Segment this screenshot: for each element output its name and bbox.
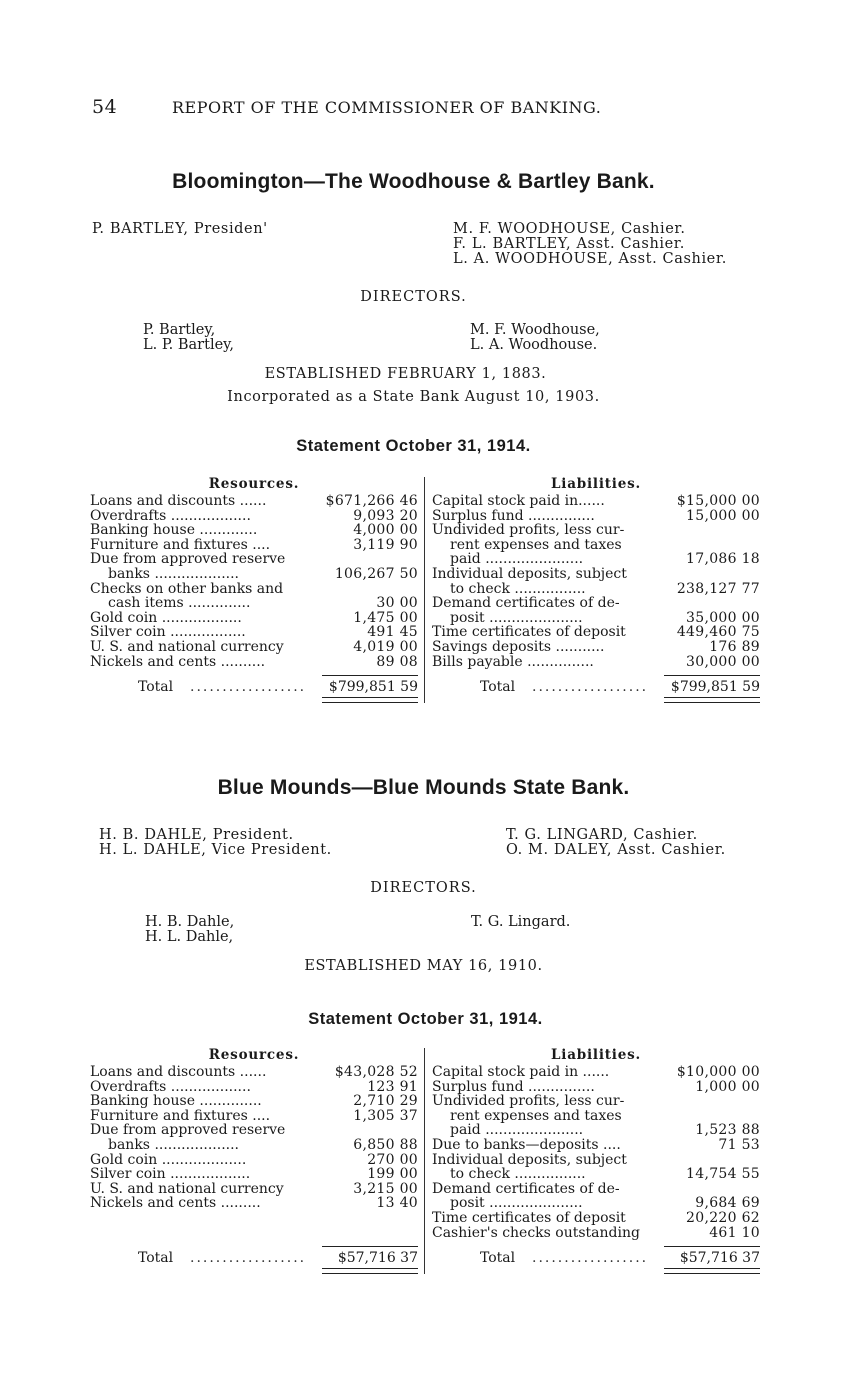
row-amount: 15,000 00	[686, 507, 760, 524]
row-amount: 491 45	[367, 624, 418, 641]
statement-row	[90, 1138, 418, 1153]
row-amount: 71 53	[718, 1136, 760, 1153]
liabilities-heading: Liabilities.	[550, 476, 642, 492]
statement-row	[90, 582, 418, 597]
row-label: Loans and discounts ......	[90, 1065, 267, 1080]
running-title: REPORT OF THE COMMISSIONER OF BANKING.	[172, 98, 602, 117]
statement-row	[432, 640, 760, 655]
row-amount: 14,754 55	[686, 1166, 760, 1183]
total-label: Total	[480, 679, 516, 696]
resources-list	[90, 494, 418, 669]
row-label: Undivided profits, less cur-	[432, 1094, 625, 1109]
officer-line: M. F. WOODHOUSE, Cashier.	[453, 221, 686, 237]
statement-row	[90, 655, 418, 670]
row-label: Cashier's checks outstanding	[432, 1225, 640, 1241]
row-label: Demand certificates of de-	[432, 596, 620, 611]
row-label: Nickels and cents .........	[90, 1196, 261, 1211]
row-label: Furniture and fixtures ....	[90, 537, 271, 553]
statement-row	[90, 596, 418, 611]
officers-right	[453, 222, 727, 267]
total-rule	[322, 1246, 418, 1247]
statement-row	[432, 1226, 760, 1241]
row-label: Surplus fund ...............	[432, 508, 595, 524]
statement-row	[432, 523, 760, 538]
statement-row	[90, 494, 418, 509]
row-label: Furniture and fixtures ....	[90, 1108, 271, 1124]
total-row	[90, 678, 418, 696]
row-label: banks ...................	[108, 1137, 239, 1153]
resources-total-block	[90, 1246, 418, 1276]
statement-row	[90, 538, 418, 553]
row-label: to check ................	[450, 581, 586, 597]
director-line: P. Bartley,	[143, 322, 216, 338]
statement-row	[90, 1065, 418, 1080]
row-label: cash items ..............	[108, 596, 251, 611]
row-amount: 3,215 00	[353, 1180, 418, 1197]
row-label: Checks on other banks and	[90, 581, 284, 597]
row-label: posit .....................	[450, 1196, 583, 1211]
row-amount: 238,127 77	[676, 580, 760, 597]
bank-title: Bloomington—The Woodhouse & Bartley Bank.	[172, 170, 655, 193]
director-line: L. P. Bartley,	[143, 337, 235, 353]
statement-row	[90, 640, 418, 655]
row-label: Individual deposits, subject	[432, 566, 627, 582]
row-amount: 2,710 29	[353, 1093, 418, 1110]
statement-row	[432, 655, 760, 670]
statement-row	[432, 1109, 760, 1124]
statement-title: Statement October 31, 1914.	[296, 437, 531, 455]
row-label: Time certificates of deposit	[432, 1210, 626, 1226]
statement-row	[90, 509, 418, 524]
row-amount: 20,220 62	[686, 1209, 760, 1226]
row-amount: 30 00	[376, 595, 418, 612]
row-label: posit .....................	[450, 610, 583, 626]
row-amount: 106,267 50	[334, 565, 418, 582]
officers-left	[99, 828, 332, 858]
statement-row	[432, 1123, 760, 1138]
resources-heading: Resources.	[208, 1047, 300, 1063]
row-label: rent expenses and taxes	[450, 1108, 622, 1124]
row-amount: 30,000 00	[686, 653, 760, 670]
total-amount: $57,716 37	[679, 1250, 760, 1267]
leader-dots: ..................	[532, 1250, 649, 1267]
liabilities-total-block	[432, 1246, 760, 1276]
row-amount: $15,000 00	[676, 493, 760, 509]
liabilities-column	[432, 1046, 760, 1276]
officer-line: F. L. BARTLEY, Asst. Cashier.	[453, 236, 685, 252]
row-amount: 123 91	[367, 1078, 418, 1095]
row-label: Undivided profits, less cur-	[432, 523, 625, 538]
leader-dots: ..................	[190, 1250, 307, 1267]
row-amount: 13 40	[376, 1195, 418, 1212]
total-rule	[664, 675, 760, 676]
statement-row	[90, 523, 418, 538]
resources-list	[90, 1065, 418, 1211]
officer-line: H. L. DAHLE, Vice President.	[99, 842, 332, 858]
statement-row	[432, 509, 760, 524]
row-label: Nickels and cents ..........	[90, 654, 266, 670]
statement-row	[90, 1094, 418, 1109]
row-amount: 176 89	[709, 638, 760, 655]
row-label: Silver coin ..................	[90, 1167, 251, 1182]
statement-row	[432, 1065, 760, 1080]
director-line: H. L. Dahle,	[145, 929, 234, 945]
row-label: U. S. and national currency	[90, 1181, 284, 1197]
row-label: rent expenses and taxes	[450, 537, 622, 553]
statement-row	[90, 625, 418, 640]
row-amount: 461 10	[709, 1224, 760, 1241]
double-rule	[322, 697, 418, 703]
statement-row	[432, 494, 760, 509]
directors-right	[471, 915, 570, 930]
row-amount: 4,000 00	[353, 522, 418, 539]
directors-left	[143, 323, 234, 353]
directors-heading: DIRECTORS.	[370, 880, 477, 896]
row-label: paid ......................	[450, 552, 584, 567]
row-label: Silver coin .................	[90, 625, 246, 640]
statement-row	[90, 567, 418, 582]
statement-row	[432, 1080, 760, 1095]
directors-right	[470, 323, 600, 353]
statement-row	[90, 1167, 418, 1182]
statement-row	[432, 1182, 760, 1197]
row-label: Due from approved reserve	[90, 1123, 286, 1138]
director-line: M. F. Woodhouse,	[470, 322, 600, 338]
liabilities-total-block	[432, 675, 760, 705]
statement-row	[432, 1196, 760, 1211]
total-amount: $799,851 59	[670, 679, 760, 696]
total-label: Total	[480, 1250, 516, 1267]
officers-right	[506, 828, 726, 858]
director-line: L. A. Woodhouse.	[470, 337, 598, 353]
row-label: Banking house .............	[90, 523, 258, 538]
director-line: H. B. Dahle,	[145, 914, 235, 930]
row-label: Savings deposits ...........	[432, 639, 605, 655]
statement-row	[90, 1109, 418, 1124]
total-row	[432, 1249, 760, 1267]
row-label: banks ...................	[108, 566, 239, 582]
officer-line: P. BARTLEY, Presiden'	[92, 221, 268, 237]
row-label: Gold coin ..................	[90, 610, 242, 626]
officer-line: T. G. LINGARD, Cashier.	[506, 827, 698, 843]
row-label: Demand certificates of de-	[432, 1181, 620, 1197]
row-label: Due from approved reserve	[90, 552, 286, 567]
statement-row	[432, 625, 760, 640]
statement-row	[432, 582, 760, 597]
statement-row	[432, 611, 760, 626]
established-line: ESTABLISHED MAY 16, 1910.	[304, 958, 543, 974]
row-amount: 1,523 88	[695, 1122, 760, 1139]
row-label: Banking house ..............	[90, 1094, 262, 1109]
bank-title: Blue Mounds—Blue Mounds State Bank.	[217, 776, 630, 799]
row-label: to check ................	[450, 1167, 586, 1182]
row-label: U. S. and national currency	[90, 639, 284, 655]
officers-left	[92, 222, 268, 237]
row-label: Gold coin ...................	[90, 1152, 247, 1168]
resources-heading: Resources.	[208, 476, 300, 492]
officer-line: H. B. DAHLE, President.	[99, 827, 294, 843]
statement-row	[90, 1196, 418, 1211]
statement-row	[90, 1182, 418, 1197]
row-amount: $43,028 52	[334, 1064, 418, 1080]
statement-row	[432, 552, 760, 567]
total-label: Total	[138, 679, 174, 696]
row-amount: 35,000 00	[686, 609, 760, 626]
statement-row	[432, 1138, 760, 1153]
total-row	[90, 1249, 418, 1267]
director-line: T. G. Lingard.	[471, 914, 571, 930]
row-amount: 4,019 00	[353, 638, 418, 655]
row-label: Loans and discounts ......	[90, 494, 267, 509]
row-amount: 1,000 00	[695, 1078, 760, 1095]
page-number: 54	[92, 96, 118, 118]
statement-row	[90, 1123, 418, 1138]
column-divider	[424, 1048, 425, 1274]
total-row	[432, 678, 760, 696]
statement-row	[90, 611, 418, 626]
statement-row	[432, 1153, 760, 1168]
total-amount: $799,851 59	[328, 679, 418, 696]
row-label: Due to banks—deposits ....	[432, 1137, 621, 1153]
statement-row	[90, 1080, 418, 1095]
statement-row	[432, 538, 760, 553]
double-rule	[322, 1268, 418, 1274]
liabilities-list	[432, 1065, 760, 1240]
row-amount: 9,684 69	[695, 1195, 760, 1212]
row-amount: 449,460 75	[676, 624, 760, 641]
total-amount: $57,716 37	[337, 1250, 418, 1267]
liabilities-list	[432, 494, 760, 669]
officer-line: L. A. WOODHOUSE, Asst. Cashier.	[453, 251, 728, 267]
officers-block	[0, 222, 867, 282]
row-label: paid ......................	[450, 1123, 584, 1138]
statement-row	[90, 1153, 418, 1168]
row-label: Time certificates of deposit	[432, 625, 626, 640]
officer-line: O. M. DALEY, Asst. Cashier.	[506, 842, 726, 858]
statement-row	[90, 552, 418, 567]
row-label: Capital stock paid in......	[432, 494, 605, 509]
row-label: Overdrafts ..................	[90, 508, 251, 524]
resources-total-block	[90, 675, 418, 705]
statement-title: Statement October 31, 1914.	[308, 1010, 543, 1028]
total-label: Total	[138, 1250, 174, 1267]
statement-row	[432, 567, 760, 582]
statement-row	[432, 1211, 760, 1226]
row-amount: 3,119 90	[353, 536, 418, 553]
liabilities-heading: Liabilities.	[550, 1047, 642, 1063]
running-header	[92, 96, 692, 118]
row-amount: 17,086 18	[686, 551, 760, 568]
row-label: Bills payable ...............	[432, 654, 594, 670]
row-amount: 9,093 20	[353, 507, 418, 524]
row-amount: 1,305 37	[353, 1107, 418, 1124]
statement-row	[432, 1167, 760, 1182]
row-amount: 89 08	[376, 653, 418, 670]
statement-row	[432, 596, 760, 611]
row-label: Capital stock paid in ......	[432, 1065, 610, 1080]
row-amount: 1,475 00	[353, 609, 418, 626]
liabilities-column	[432, 475, 760, 705]
directors-left	[145, 915, 234, 945]
financial-statement	[90, 475, 760, 715]
row-label: Individual deposits, subject	[432, 1152, 627, 1168]
double-rule	[664, 1268, 760, 1274]
established-line: ESTABLISHED FEBRUARY 1, 1883.	[264, 366, 547, 382]
resources-column	[90, 1046, 418, 1276]
column-divider	[424, 477, 425, 703]
row-amount: $671,266 46	[325, 493, 418, 509]
row-amount: 270 00	[367, 1151, 418, 1168]
financial-statement	[90, 1046, 760, 1286]
row-label: Surplus fund ...............	[432, 1079, 595, 1095]
resources-column	[90, 475, 418, 705]
row-amount: 6,850 88	[353, 1136, 418, 1153]
leader-dots: ..................	[190, 679, 307, 696]
double-rule	[664, 697, 760, 703]
total-rule	[322, 675, 418, 676]
statement-row	[432, 1094, 760, 1109]
total-rule	[664, 1246, 760, 1247]
leader-dots: ..................	[532, 679, 649, 696]
officers-block	[0, 828, 867, 888]
row-amount: 199 00	[367, 1166, 418, 1183]
directors-heading: DIRECTORS.	[360, 289, 467, 305]
row-amount: $10,000 00	[676, 1064, 760, 1080]
incorporated-line: Incorporated as a State Bank August 10, 1903.	[227, 389, 600, 405]
row-label: Overdrafts ..................	[90, 1079, 251, 1095]
